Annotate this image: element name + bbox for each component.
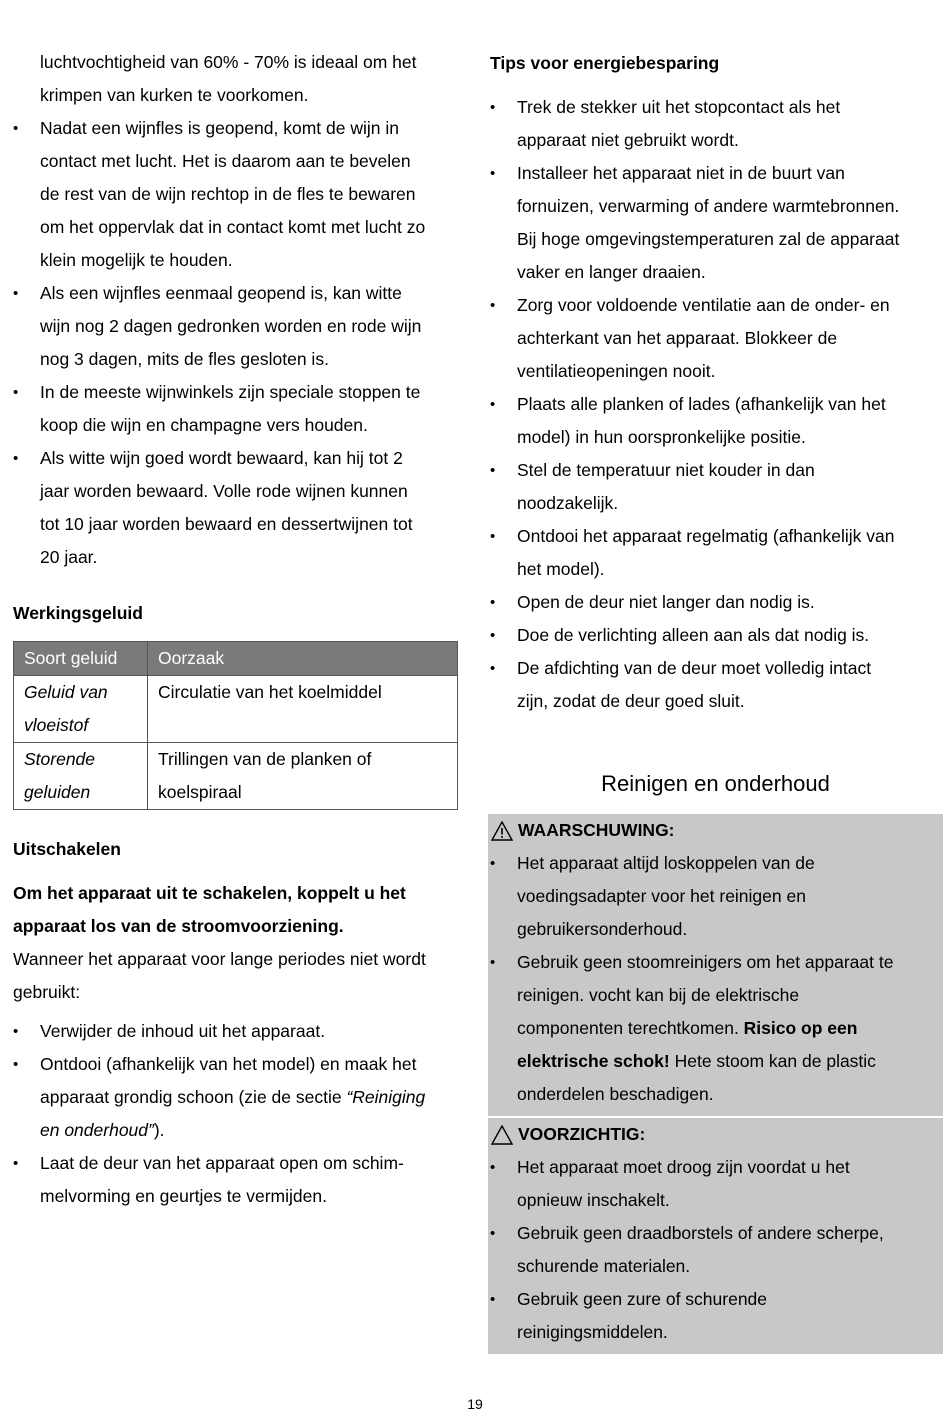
- column-header-cause: Oorzaak: [148, 642, 458, 676]
- text-line: • In de meeste wijnwinkels zijn speciale stoppen te: [40, 382, 421, 402]
- list-item: [490, 91, 943, 157]
- text-line: [517, 1012, 943, 1045]
- text-line: • Nadat een wijnfles is geopend, komt de wijn in: [40, 118, 399, 138]
- text-line: Bij hoge omgevingstemperaturen zal de apparaat: [517, 229, 900, 249]
- list-item: [490, 1217, 943, 1283]
- noise-type-cell: Geluid van vloeistof: [14, 676, 148, 743]
- text-line: gebruikersonderhoud.: [517, 919, 688, 939]
- cleaning-section-title: Reinigen en onderhoud: [601, 771, 830, 796]
- warning-header: [488, 814, 943, 847]
- list-item: [490, 652, 943, 718]
- text-line: klein mogelijk te houden.: [40, 250, 233, 270]
- text-line: luchtvochtigheid van 60% - 70% is ideaal om het: [40, 52, 417, 72]
- switch-off-list: [13, 1015, 468, 1213]
- caution-list: [490, 1151, 943, 1349]
- text-line: • De afdichting van de deur moet volledig intact: [517, 658, 872, 678]
- list-item: [490, 586, 943, 619]
- list-item: [490, 157, 943, 289]
- shock-risk-text: Risico op een: [743, 1018, 858, 1038]
- text-line: Wanneer het apparaat voor lange periodes niet wordt: [13, 949, 426, 969]
- text-line: • Ontdooi (afhankelijk van het model) en maak het: [40, 1054, 417, 1074]
- text-line: [40, 1081, 468, 1114]
- list-item: [13, 1015, 468, 1048]
- text-fragment: Hete stoom kan de plastic: [669, 1051, 876, 1071]
- text-line: de rest van de wijn rechtop in de fles te bewaren: [40, 184, 416, 204]
- list-item: [490, 847, 943, 946]
- text-line: contact met lucht. Het is daarom aan te bevelen: [40, 151, 411, 171]
- text-line: • Trek de stekker uit het stopcontact als het: [517, 97, 841, 117]
- caution-header: [488, 1118, 943, 1151]
- text-line: om het oppervlak dat in contact komt met lucht zo: [40, 217, 426, 237]
- text-line: • Als een wijnfles eenmaal geopend is, kan witte: [40, 283, 402, 303]
- noise-table: [13, 641, 458, 810]
- text-line: • Als witte wijn goed wordt bewaard, kan hij tot 2: [40, 448, 403, 468]
- caution-label: VOORZICHTIG:: [518, 1124, 646, 1144]
- list-item: [13, 277, 463, 376]
- list-item: [13, 442, 463, 574]
- text-line: • Het apparaat altijd loskoppelen van de: [517, 853, 815, 873]
- text-line: • Gebruik geen draadborstels of andere scherpe,: [517, 1223, 884, 1243]
- text-line: model) in hun oorspronkelijke positie.: [517, 427, 806, 447]
- text-line: • Stel de temperatuur niet kouder in dan: [517, 460, 815, 480]
- noise-cause-cell: Trillingen van de planken of koelspiraal: [148, 743, 458, 810]
- text-line: schurende materialen.: [517, 1256, 691, 1276]
- list-item: [13, 376, 463, 442]
- caution-triangle-icon: [491, 1125, 513, 1145]
- section-reference: en onderhoud”: [40, 1120, 154, 1140]
- text-line: melvorming en geurtjes te vermijden.: [40, 1186, 327, 1206]
- noise-heading: Werkingsgeluid: [13, 603, 143, 623]
- text-line: • Installeer het apparaat niet in de buurt van: [517, 163, 845, 183]
- list-item: [490, 1151, 943, 1217]
- text-line: nog 3 dagen, mits de fles gesloten is.: [40, 349, 329, 369]
- list-item: [490, 946, 943, 1111]
- text-fragment: ).: [153, 1120, 165, 1140]
- warning-label: WAARSCHUWING:: [518, 820, 675, 840]
- text-line: Om het apparaat uit te schakelen, koppelt u het: [13, 883, 406, 903]
- text-line: noodzakelijk.: [517, 493, 619, 513]
- text-line: voedingsadapter voor het reinigen en: [517, 886, 806, 906]
- column-header-noise-type: Soort geluid: [14, 642, 148, 676]
- text-line: • Het apparaat moet droog zijn voordat u het: [517, 1157, 850, 1177]
- text-line: krimpen van kurken te voorkomen.: [40, 85, 309, 105]
- text-line: zijn, zodat de deur goed sluit.: [517, 691, 745, 711]
- table-header-row: [14, 642, 458, 676]
- table-row: [14, 743, 458, 810]
- text-line: • Plaats alle planken of lades (afhankelijk van het: [517, 394, 886, 414]
- text-line: [517, 1045, 943, 1078]
- text-line: apparaat niet gebruikt wordt.: [517, 130, 739, 150]
- text-line: vaker en langer draaien.: [517, 262, 706, 282]
- list-item: [13, 1147, 468, 1213]
- text-line: gebruikt:: [13, 982, 81, 1002]
- text-line: apparaat los van de stroomvoorziening.: [13, 916, 344, 936]
- text-line: 20 jaar.: [40, 547, 98, 567]
- warning-triangle-icon: [491, 821, 513, 841]
- text-line: reinigen. vocht kan bij de elektrische: [517, 985, 800, 1005]
- warning-list: [490, 847, 943, 1111]
- text-line: wijn nog 2 dagen gedronken worden en rode wijn: [40, 316, 422, 336]
- switch-off-heading: Uitschakelen: [13, 839, 121, 859]
- energy-tips-list: [490, 91, 943, 718]
- text-line: • Gebruik geen zure of schurende: [517, 1289, 768, 1309]
- list-item: [490, 520, 943, 586]
- text-line: • Verwijder de inhoud uit het apparaat.: [40, 1021, 326, 1041]
- text-line: ventilatieopeningen nooit.: [517, 361, 716, 381]
- list-item: [13, 1048, 468, 1147]
- text-line: • Open de deur niet langer dan nodig is.: [517, 592, 815, 612]
- text-fragment: componenten terechtkomen.: [517, 1018, 744, 1038]
- noise-type-cell: Storende geluiden: [14, 743, 148, 810]
- shock-risk-text: elektrische schok!: [517, 1051, 670, 1071]
- list-item: [490, 289, 943, 388]
- text-line: tot 10 jaar worden bewaard en dessertwijnen tot: [40, 514, 413, 534]
- list-item: [490, 619, 943, 652]
- energy-tips-heading: Tips voor energiebesparing: [490, 53, 720, 73]
- wine-tip-continuation: [13, 46, 463, 112]
- caution-box: [488, 1118, 943, 1354]
- warning-box: [488, 814, 943, 1116]
- text-line: het model).: [517, 559, 605, 579]
- text-line: • Ontdooi het apparaat regelmatig (afhankelijk van: [517, 526, 895, 546]
- text-line: opnieuw inschakelt.: [517, 1190, 670, 1210]
- text-line: onderdelen beschadigen.: [517, 1084, 714, 1104]
- text-line: • Gebruik geen stoomreinigers om het apparaat te: [517, 952, 894, 972]
- text-line: fornuizen, verwarming of andere warmtebronnen.: [517, 196, 900, 216]
- wine-tips-list: [13, 112, 463, 574]
- text-line: • Doe de verlichting alleen aan als dat nodig is.: [517, 625, 870, 645]
- list-item: [490, 1283, 943, 1349]
- text-line: achterkant van het apparaat. Blokkeer de: [517, 328, 838, 348]
- noise-cause-cell: Circulatie van het koelmiddel: [148, 676, 458, 743]
- text-line: [40, 1114, 468, 1147]
- list-item: [490, 454, 943, 520]
- list-item: [13, 112, 463, 277]
- text-line: koop die wijn en champagne vers houden.: [40, 415, 368, 435]
- table-row: [14, 676, 458, 743]
- list-item: [490, 388, 943, 454]
- text-fragment: apparaat grondig schoon (zie de sectie: [40, 1087, 347, 1107]
- page-number: 19: [467, 1396, 483, 1412]
- text-line: • Zorg voor voldoende ventilatie aan de onder- en: [517, 295, 890, 315]
- section-reference: “Reiniging: [346, 1087, 426, 1107]
- text-line: reinigingsmiddelen.: [517, 1322, 668, 1342]
- text-line: jaar worden bewaard. Volle rode wijnen kunnen: [40, 481, 408, 501]
- text-line: • Laat de deur van het apparaat open om schim-: [40, 1153, 404, 1173]
